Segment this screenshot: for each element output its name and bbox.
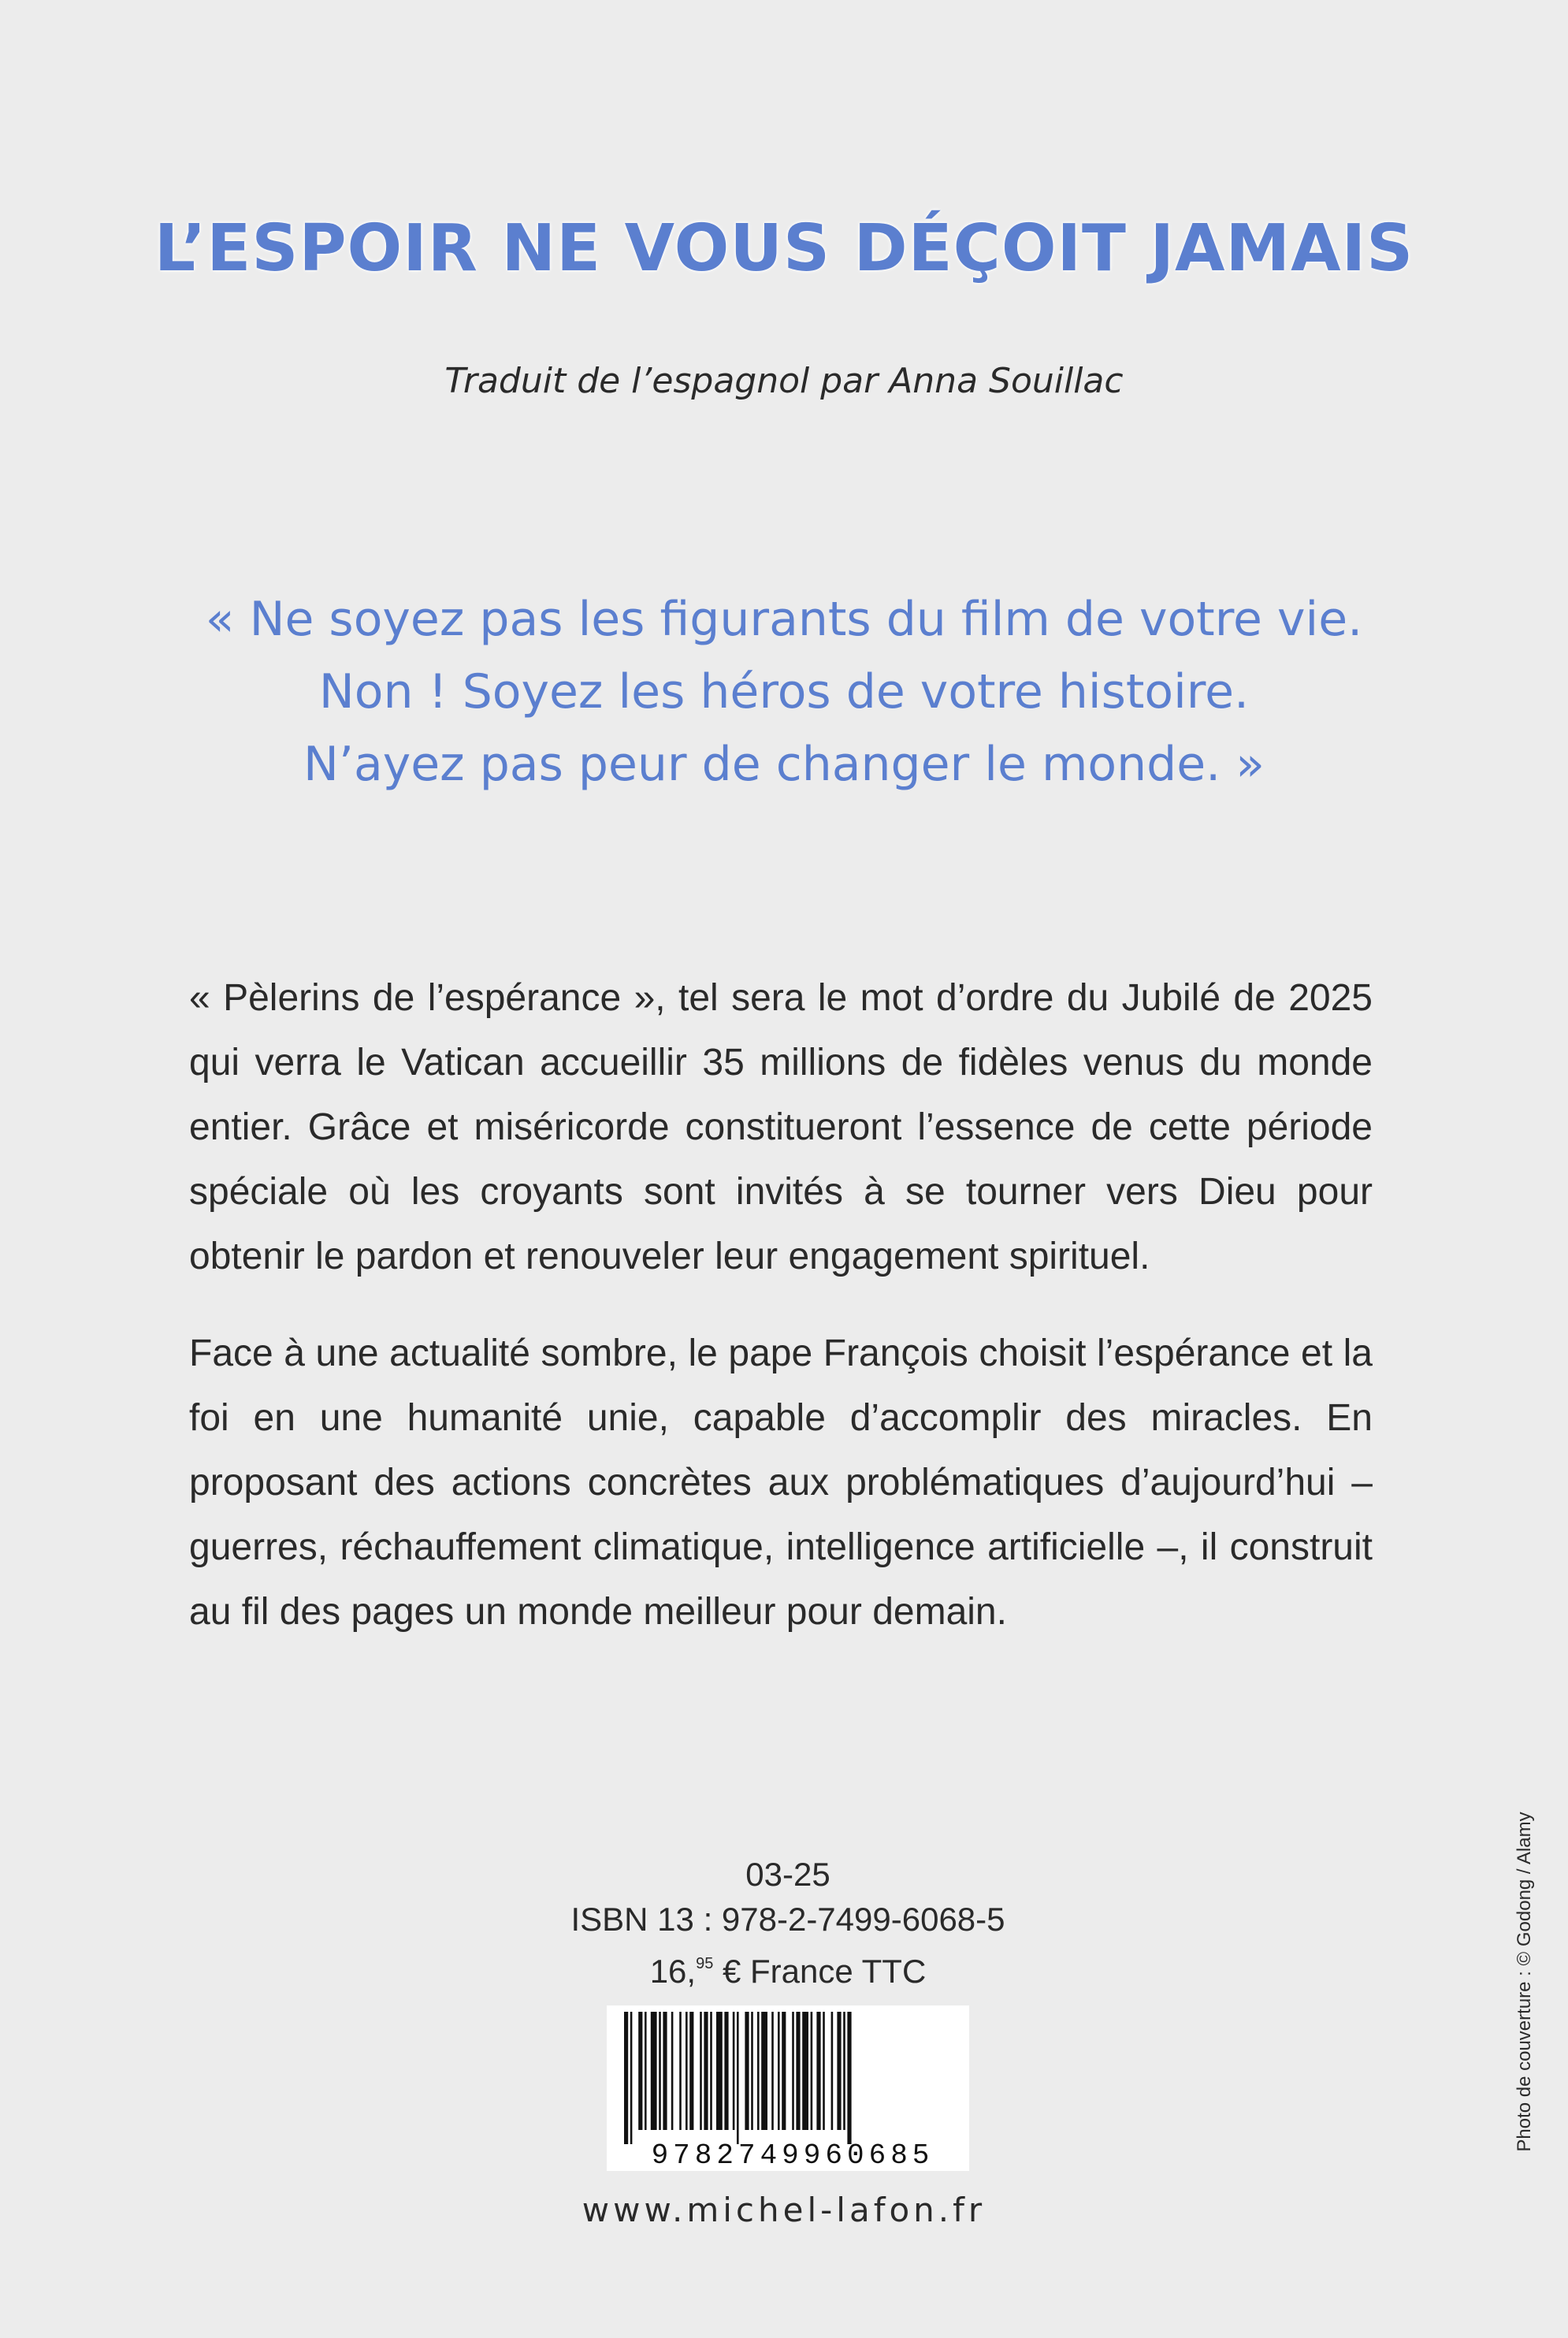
barcode-bar (689, 2012, 693, 2130)
quote-line: « Ne soyez pas les figurants du film de votre vie. (205, 592, 1363, 647)
pull-quote (0, 583, 1568, 801)
edition-code: 03-25 (745, 1856, 830, 1893)
barcode-bar (831, 2012, 834, 2130)
book-title: L’ESPOIR NE VOUS DÉÇOIT JAMAIS (154, 211, 1414, 286)
publisher-website: www.michel-lafon.fr (581, 2191, 987, 2229)
price-main: 16, (649, 1953, 697, 1990)
quote-line: N’ayez pas peur de changer le monde. » (303, 737, 1265, 792)
barcode-bar (700, 2012, 702, 2130)
barcode-bar (671, 2012, 674, 2130)
barcode-bar (638, 2012, 642, 2130)
barcode-bar (659, 2012, 661, 2130)
translator-credit: Traduit de l’espagnol par Anna Souillac (444, 361, 1124, 401)
barcode-bar (751, 2012, 753, 2130)
barcode-bar (847, 2012, 851, 2144)
barcode-bar (716, 2012, 723, 2130)
isbn-block (552, 1852, 1024, 1994)
barcode-bar (679, 2012, 682, 2130)
barcode-bar (811, 2012, 813, 2130)
barcode-bar (771, 2012, 774, 2130)
barcode-bar (645, 2012, 647, 2130)
barcode-bar (686, 2012, 688, 2130)
barcode-bar (710, 2012, 712, 2130)
barcode-bar (782, 2012, 786, 2130)
barcode-bar (704, 2012, 708, 2130)
price-label (552, 1942, 1024, 1994)
barcode-bar (651, 2012, 657, 2130)
price-cents: 95 (696, 1955, 714, 1972)
barcode-bar (724, 2012, 728, 2130)
barcode-bar (757, 2012, 760, 2130)
barcode-bar (843, 2012, 845, 2130)
barcode-bar (823, 2012, 825, 2130)
barcode-bar (816, 2012, 820, 2130)
isbn-number: ISBN 13 : 978-2-7499-6068-5 (570, 1901, 1005, 1938)
barcode-bar (663, 2012, 667, 2130)
barcode-bar (624, 2012, 628, 2144)
barcode-bar (796, 2012, 800, 2130)
barcode-bar (630, 2012, 633, 2144)
barcode-bar (761, 2012, 767, 2130)
photo-credit: Photo de couverture : © Godong / Alamy (1514, 1812, 1535, 2152)
barcode-bar (745, 2012, 749, 2130)
barcode-bar (737, 2012, 739, 2144)
barcode-number: 9782749960685 (651, 2139, 934, 2171)
quote-line: Non ! Soyez les héros de votre histoire. (318, 664, 1250, 719)
price-suffix: € France TTC (713, 1953, 927, 1990)
barcode-bar (733, 2012, 735, 2130)
description-paragraph: « Pèlerins de l’espérance », tel sera le mot d’ordre du Jubilé de 2025 qui verra le Vatican accueillir 35 millions de fidèles venus du monde entier. Grâce et miséricorde constitueront l’essence de cette période spéciale où les croyants sont invités à se tourner vers Dieu pour obtenir le pardon et renouveler leur engagement spirituel. (189, 977, 1373, 1277)
description-paragraph: Face à une actualité sombre, le pape François choisit l’espérance et la foi en une humanité unie, capable d’accomplir des miracles. En proposant des actions concrètes aux problématiques d’aujourd’hui – guerres, réchauffement climatique, intelligence artificielle –, il construit au fil des pages un monde meilleur pour demain. (189, 1333, 1373, 1633)
barcode-bar (778, 2012, 780, 2130)
barcode (607, 2005, 969, 2171)
barcode-bar (802, 2012, 808, 2130)
barcode-bar (837, 2012, 841, 2130)
barcode-bar (792, 2012, 794, 2130)
